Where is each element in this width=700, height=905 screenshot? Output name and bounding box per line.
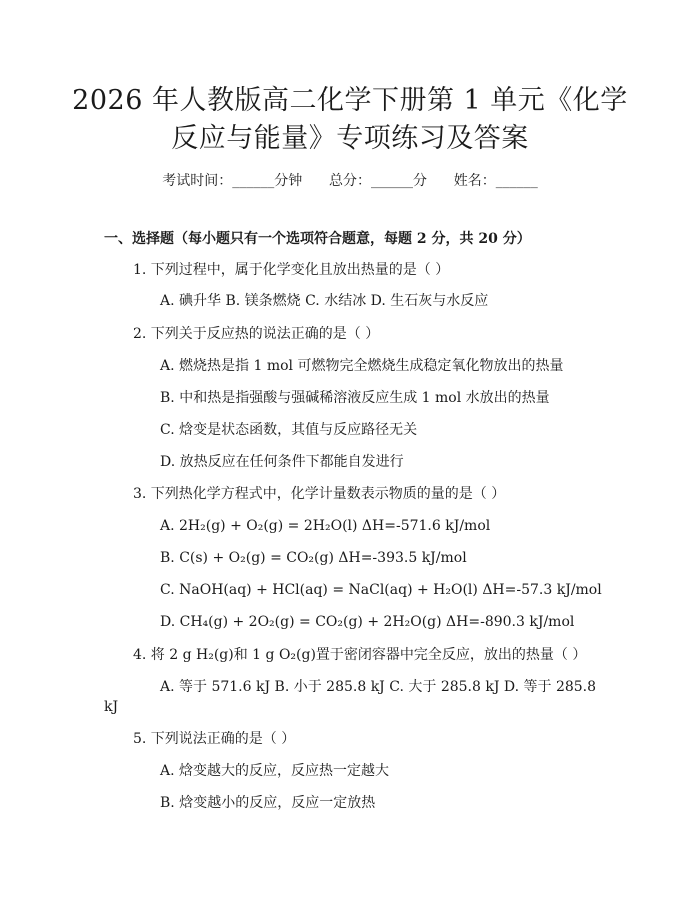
question-4-options: A. 等于 571.6 kJ B. 小于 285.8 kJ C. 大于 285.8 kJ D. 等于 285.8 bbox=[160, 679, 597, 695]
question-3-option-b: B. C(s) + O₂(g) = CO₂(g) ΔH=-393.5 kJ/mol bbox=[160, 550, 467, 566]
section-heading-multiple-choice: 一、选择题（每小题只有一个选项符合题意，每题 2 分，共 20 分） bbox=[104, 231, 531, 247]
student-name-field: 姓名：______ bbox=[453, 173, 538, 189]
question-5-option-b: B. 焓变越小的反应，反应一定放热 bbox=[160, 795, 376, 811]
question-3-option-d: D. CH₄(g) + 2O₂(g) = CO₂(g) + 2H₂O(g) ΔH=-890.3 kJ/mol bbox=[160, 614, 575, 630]
exam-time-field: 考试时间：______分钟 bbox=[162, 173, 303, 189]
question-4-stem: 4. 将 2 g H₂(g)和 1 g O₂(g)置于密闭容器中完全反应，放出的热量（ ） bbox=[133, 647, 587, 663]
question-5-option-a: A. 焓变越大的反应，反应热一定越大 bbox=[160, 763, 390, 779]
question-2-option-c: C. 焓变是状态函数，其值与反应路径无关 bbox=[160, 422, 418, 438]
question-2-option-d: D. 放热反应在任何条件下都能自发进行 bbox=[160, 454, 404, 470]
document-title-line-1: 2026 年人教版高二化学下册第 1 单元《化学 bbox=[72, 85, 628, 116]
question-2-option-b: B. 中和热是指强酸与强碱稀溶液反应生成 1 mol 水放出的热量 bbox=[160, 390, 550, 406]
question-4-options-wrap: kJ bbox=[104, 699, 119, 715]
question-2-option-a: A. 燃烧热是指 1 mol 可燃物完全燃烧生成稳定氧化物放出的热量 bbox=[160, 358, 564, 374]
question-5-stem: 5. 下列说法正确的是（ ） bbox=[133, 731, 296, 747]
document-title-line-2: 反应与能量》专项练习及答案 bbox=[171, 123, 529, 154]
exam-meta-row bbox=[0, 170, 700, 190]
question-3-stem: 3. 下列热化学方程式中，化学计量数表示物质的量的是（ ） bbox=[133, 486, 506, 502]
question-1-options: A. 碘升华 B. 镁条燃烧 C. 水结冰 D. 生石灰与水反应 bbox=[160, 293, 489, 309]
question-3-option-a: A. 2H₂(g) + O₂(g) = 2H₂O(l) ΔH=-571.6 kJ/mol bbox=[160, 518, 491, 534]
question-1-stem: 1. 下列过程中，属于化学变化且放出热量的是（ ） bbox=[133, 262, 450, 278]
total-score-field: 总分：______分 bbox=[329, 173, 427, 189]
question-2-stem: 2. 下列关于反应热的说法正确的是（ ） bbox=[133, 326, 380, 342]
question-3-option-c: C. NaOH(aq) + HCl(aq) = NaCl(aq) + H₂O(l) ΔH=-57.3 kJ/mol bbox=[160, 582, 602, 598]
